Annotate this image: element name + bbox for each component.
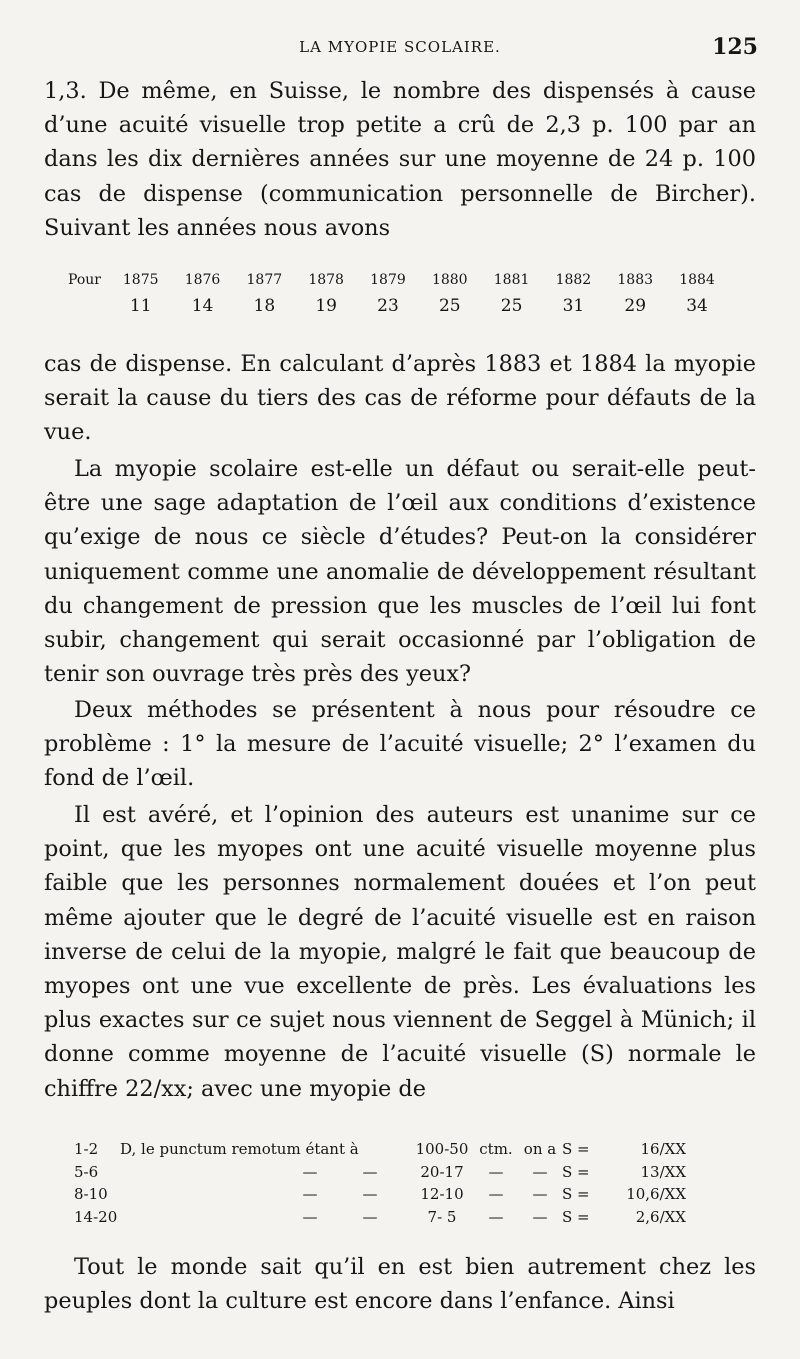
acuity-value: 10,6/XX (626, 1185, 686, 1203)
year-cell: 1878 (308, 272, 344, 288)
page-number: 125 (712, 34, 758, 60)
year-cell: 1884 (679, 272, 715, 288)
remotum-distance: 7- 5 (427, 1207, 457, 1226)
count-cell: 14 (191, 296, 214, 316)
paragraph-acuite-visuelle (44, 798, 756, 1106)
paragraph-text: 1,3. De même, en Suisse, le nombre des dispensés à cause d’une acuité visuelle trop petite a crû de 2,3 p. 100 par an dans les dix dernières années sur une moyenne de 24 p. 100 cas de dispense (communication personnelle de Bircher). Suivant les années nous avons (44, 78, 756, 241)
table-row (74, 1183, 750, 1206)
acuity-value: 2,6/XX (635, 1207, 686, 1226)
acuity-symbol: S = (562, 1162, 590, 1181)
ditto-mark: — (302, 1162, 318, 1181)
remotum-distance: 12-10 (420, 1185, 464, 1203)
ditto-mark: — (532, 1207, 548, 1226)
acuity-symbol: S = (562, 1185, 590, 1203)
acuity-table (74, 1138, 750, 1228)
ditto-mark: — (362, 1162, 378, 1181)
year-cell: 1883 (617, 272, 654, 288)
ditto-mark: — (302, 1185, 318, 1203)
year-cell: 1875 (122, 272, 159, 288)
remotum-distance: 20-17 (420, 1162, 464, 1181)
unit: ctm. (479, 1140, 513, 1158)
count-cell: 29 (624, 296, 647, 316)
ditto-mark: — (532, 1185, 548, 1203)
row-text: D, le punctum remotum étant à (120, 1140, 359, 1158)
count-cell: 18 (253, 296, 276, 316)
ditto-mark: — (488, 1162, 504, 1181)
ditto-mark: — (302, 1207, 318, 1226)
acuity-value: 16/XX (640, 1140, 686, 1158)
table-row (74, 1138, 750, 1161)
ditto-mark: — (488, 1207, 504, 1226)
paragraph-peuples-culture (44, 1250, 756, 1318)
table-row-years (68, 270, 728, 290)
count-cell: 31 (562, 296, 585, 316)
year-cell: 1880 (431, 272, 468, 288)
myopia-range: 14-20 (74, 1207, 118, 1226)
year-cell: 1882 (555, 272, 592, 288)
acuity-value: 13/XX (640, 1162, 686, 1181)
paragraph-text: Tout le monde sait qu’il en est bien autrement chez les peuples dont la culture est encore dans l’enfance. Ainsi (44, 1254, 756, 1315)
myopia-range: 8-10 (74, 1185, 108, 1203)
table-row (74, 1206, 750, 1229)
year-cell: 1876 (184, 272, 221, 288)
paragraph-question-adaptation (44, 452, 756, 691)
count-cell: 25 (500, 296, 523, 316)
paragraph-deux-methodes (44, 693, 756, 796)
count-cell: 23 (377, 296, 399, 316)
year-cell: 1877 (246, 272, 283, 288)
paragraph-text: La myopie scolaire est-elle un défaut ou serait-elle peut-être une sage adaptation de l’œil aux conditions d’existence qu’exige de nous ce siècle d’études? Peut-on la considérer uniquement comme une anomalie de développement résultant du changement de pression que les muscles de l’œil lui font subir, changement qui serait occasionné par l’obligation de tenir son ouvrage très près des yeux? (44, 456, 756, 688)
year-cell: 1879 (370, 272, 406, 288)
paragraph-text: Il est avéré, et l’opinion des auteurs est unanime sur ce point, que les myopes ont une acuité visuelle moyenne plus faible que les personnes normalement douées et l’on peut même ajouter que le degré de l’acuité visuelle est en raison inverse de celui de la myopie, malgré le fait que beaucoup de myopes ont une vue excellente de près. Les évaluations les plus exactes sur ce sujet nous viennent de Seggel à Münich; il donne comme moyenne de l’acuité visuelle (S) normale le chiffre 22/xx; avec une myopie de (44, 802, 756, 1102)
myopia-range: 5-6 (74, 1162, 99, 1181)
table-row-counts (68, 290, 728, 322)
ditto-mark: — (488, 1185, 504, 1203)
page-header (0, 34, 800, 60)
acuity-symbol: S = (562, 1140, 590, 1158)
acuity-symbol: S = (562, 1207, 590, 1226)
running-title: LA MYOPIE SCOLAIRE. (299, 38, 501, 56)
dispense-by-year-table (68, 270, 728, 322)
count-cell: 11 (129, 296, 152, 316)
year-cell: 1881 (493, 272, 530, 288)
paragraph-text: Deux méthodes se présentent à nous pour résoudre ce problème : 1° la mesure de l’acuité visuelle; 2° l’examen du fond de l’œil. (44, 697, 756, 792)
paragraph-bircher-dispense (44, 74, 756, 245)
count-cell: 25 (438, 296, 461, 316)
ditto-mark: — (362, 1185, 378, 1203)
ditto-mark: — (362, 1207, 378, 1226)
table-row (74, 1161, 750, 1184)
count-cell: 19 (315, 296, 337, 316)
paragraph-myopie-reforme (44, 347, 756, 450)
ditto-mark: — (532, 1162, 548, 1181)
paragraph-text: cas de dispense. En calculant d’après 1883 et 1884 la myopie serait la cause du tiers des cas de réforme pour défauts de la vue. (44, 351, 756, 446)
count-cell: 34 (686, 296, 708, 316)
remotum-distance: 100-50 (415, 1140, 469, 1158)
myopia-range: 1-2 (74, 1140, 99, 1158)
row-text-on-a: on a (523, 1140, 557, 1158)
row-label: Pour (68, 272, 101, 288)
